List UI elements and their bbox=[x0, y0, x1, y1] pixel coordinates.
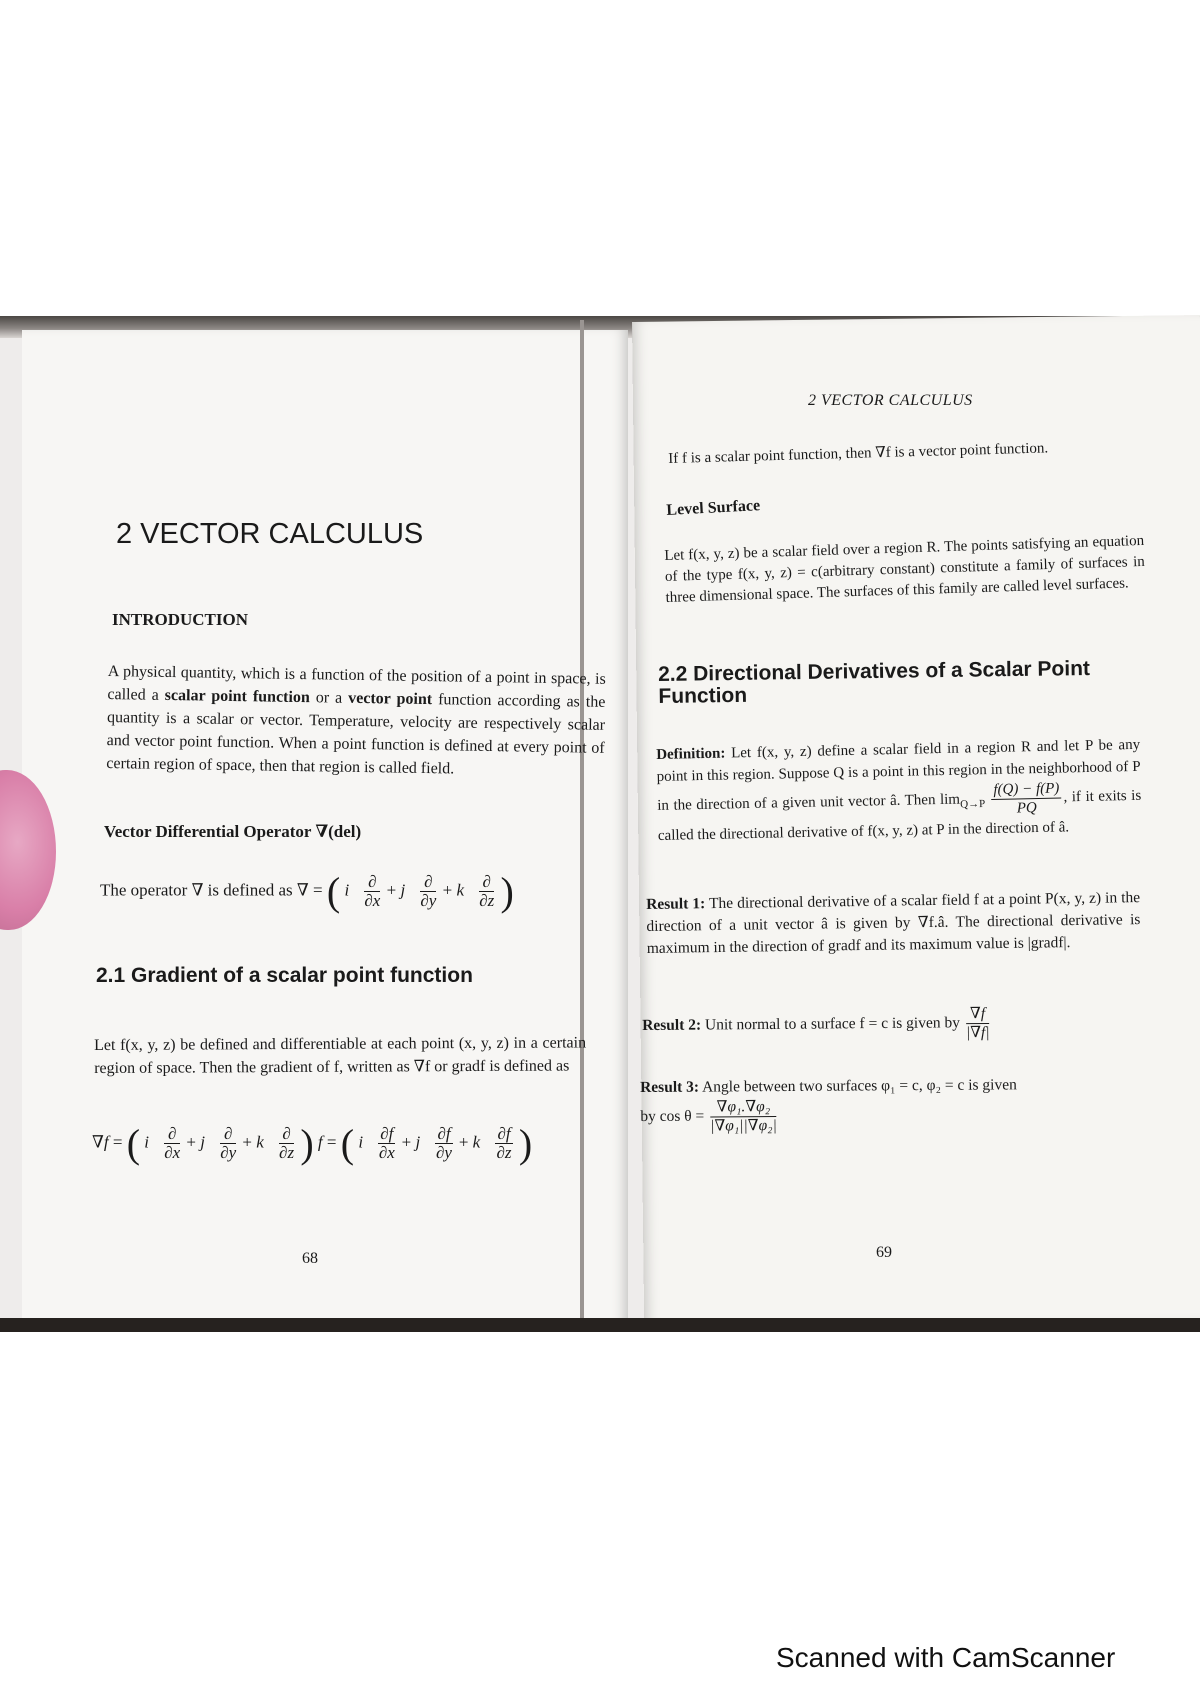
introduction-heading: INTRODUCTION bbox=[112, 610, 249, 629]
gradient-paragraph: Let f(x, y, z) be defined and differentiable at each point (x, y, z) in a certain region of space. Then the gradient of f, written as ∇f or gradf is defined as bbox=[94, 1034, 587, 1077]
level-surface-paragraph: Let f(x, y, z) be a scalar field over a region R. The points satisfying an equation of the type f(x, y, z) = c(arbitrary constant) constitute a family of surfaces in three dimensional space. The surfaces of this family are called level surfaces. bbox=[664, 532, 1145, 606]
book-gutter bbox=[580, 320, 584, 1332]
scan-bottom-edge bbox=[0, 1318, 1200, 1332]
camscanner-watermark: Scanned with CamScanner bbox=[776, 1642, 1116, 1673]
result-2-paragraph: Result 2: Unit normal to a surface f = c is given by $\frac{\nabla f}{|\nabla f|}$ bbox=[642, 1005, 990, 1042]
vector-point-function-line: If f is a scalar point function, then ∇f is a vector point function. bbox=[668, 440, 1049, 467]
level-surface-heading: Level Surface bbox=[666, 497, 761, 519]
operator-heading: Vector Differential Operator ∇(del) bbox=[104, 822, 362, 841]
del-operator-definition: The operator ∇ is defined as ∇ = ( i⃗ $\frac{\partial}{\partial x}$ + j⃗ $\frac{\partial}{\partial y}$ + k⃗ $\frac{\partial}{\partial z}$ ) bbox=[100, 869, 514, 914]
section-2-2-heading: 2.2 Directional Derivatives of a Scalar Point Function bbox=[657, 656, 1091, 708]
running-header: 2 VECTOR CALCULUS bbox=[808, 392, 973, 409]
result-1-paragraph: Result 1: The directional derivative of a scalar field f at a point P(x, y, z) in the direction of a unit vector â is given by ∇f.â. The directional derivative is maximum in the direction of gradf and its maximum value is |gradf|. bbox=[646, 889, 1141, 957]
left-page-number: 68 bbox=[302, 1250, 318, 1267]
result-3-paragraph: Result 3: Angle between two surfaces φ₁ = c, φ₂ = c is given by cos θ = $\frac{\text{∇φ₁.∇φ₂}}{\text{|∇φ₁||∇φ₂|}}$ bbox=[640, 1076, 1017, 1135]
intro-paragraph: A physical quantity, which is a function of the position of a point in space, is called a scalar point function or a vector point function according as the quantity is a scalar or vector. Temperature, velocity are respectively scalar and vector point function. When a point function is defined at every point of certain region of space, then that region is called field. bbox=[106, 662, 606, 778]
right-page-number: 69 bbox=[876, 1244, 892, 1261]
definition-paragraph: Definition: Let f(x, y, z) define a scalar field in a region R and let P be any point in this region. Suppose Q is a point in this region in the neighborhood of P in the direction of a given unit vector â. Then $\lim_{Q\to P}$ $\frac{f(Q) - f(P)}{PQ}$ , if it exits is called the directional derivative of f(x, y, z) at P in the direction of â. bbox=[656, 736, 1142, 844]
section-2-1-heading: 2.1 Gradient of a scalar point function bbox=[96, 964, 473, 987]
chapter-title: 2 VECTOR CALCULUS bbox=[116, 518, 424, 550]
gradient-formula: ∇f = ( i⃗ $\frac{\partial}{\partial x}$ + j⃗ $\frac{\partial}{\partial y}$ + k⃗ $\frac{\partial}{\partial z}$ ) f = ( i⃗ $\frac{\partial f}{\partial x}$ + j⃗ $\frac{\partial f}{\partial y}$ + k⃗ $\frac{\partial f}{\partial z}$ ) bbox=[92, 1121, 533, 1166]
